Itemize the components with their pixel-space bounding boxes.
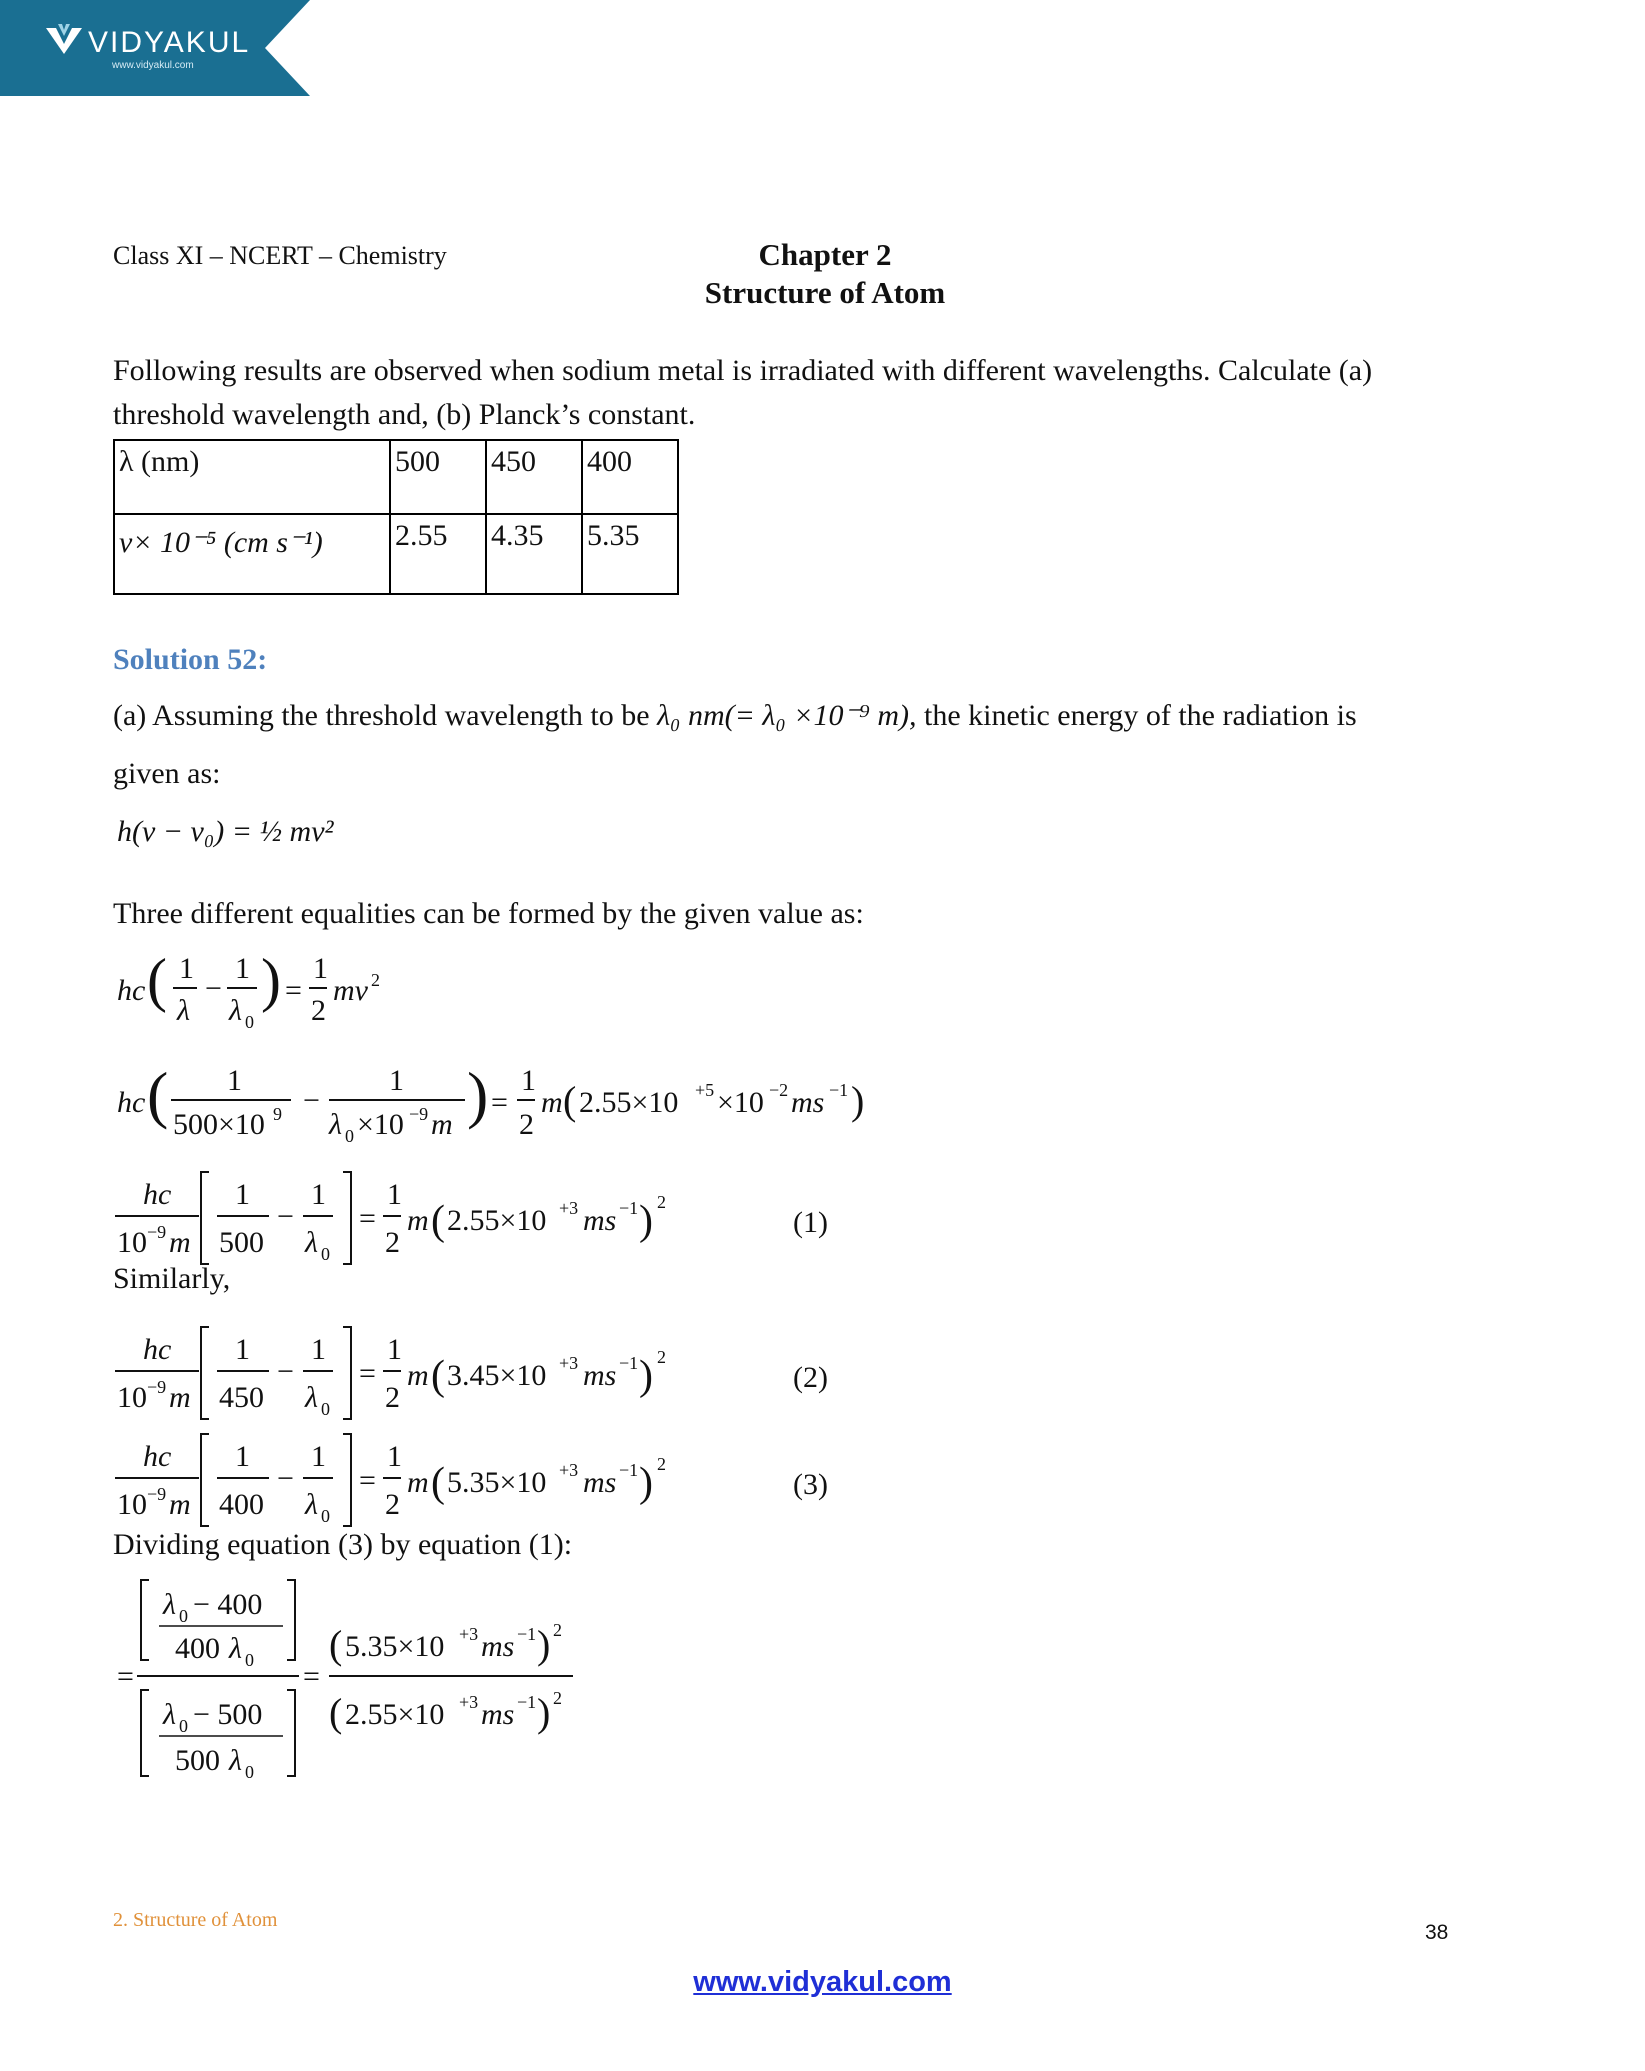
equation-label: (3) [793,1468,828,1501]
svg-text:+3: +3 [459,1624,479,1644]
svg-text:(: ( [147,1059,169,1130]
svg-text:1: 1 [311,1178,326,1211]
svg-text:1: 1 [311,1333,326,1366]
svg-text:+3: +3 [559,1353,579,1373]
equation-substituted [113,1050,913,1150]
svg-text:−2: −2 [769,1080,789,1100]
table-cell: 5.35 [582,514,678,594]
svg-text:+3: +3 [459,1692,479,1712]
svg-text:− 500: − 500 [193,1698,263,1731]
svg-text:λ: λ [305,1226,318,1259]
svg-text:1: 1 [227,1064,242,1097]
equation-ratio [113,1578,633,1788]
svg-text:m: m [169,1226,191,1259]
svg-text:−9: −9 [147,1377,167,1397]
svg-text:hc: hc [143,1333,172,1366]
equation-label: (2) [793,1361,828,1394]
svg-text:mv: mv [333,974,368,1007]
table-row [114,440,678,514]
svg-text:2: 2 [311,994,326,1027]
svg-text:=: = [117,1660,134,1693]
svg-text:λ: λ [229,994,242,1027]
equation-label: (1) [793,1206,828,1239]
intro-text-a: (a) Assuming the threshold wavelength to be [113,699,650,732]
svg-text:2: 2 [385,1381,400,1414]
svg-text:ms: ms [481,1698,515,1731]
svg-text:−: − [303,1084,320,1117]
svg-text:λ: λ [229,1744,242,1777]
svg-text:0: 0 [321,1399,330,1419]
svg-text:m: m [407,1359,429,1392]
table-cell: v× 10⁻⁵ (cm s⁻¹) [114,514,390,594]
svg-text:1: 1 [235,1440,250,1473]
brand-site: www.vidyakul.com [112,60,194,71]
svg-text:): ) [639,1198,653,1244]
svg-text:−: − [277,1200,294,1233]
svg-text:1: 1 [389,1064,404,1097]
eq-lambda-value: 400 [219,1488,264,1521]
svg-text:(: ( [431,1353,445,1399]
svg-text:−: − [277,1462,294,1495]
svg-text:0: 0 [245,1762,254,1782]
table-cell: 4.35 [486,514,582,594]
question-line-2: threshold wavelength and, (b) Planck’s constant. [113,398,696,431]
svg-text:): ) [851,1078,865,1123]
svg-text:ms: ms [481,1630,515,1663]
svg-text:2: 2 [371,970,380,990]
svg-text:×10: ×10 [357,1108,404,1141]
table-cell: 450 [486,440,582,514]
svg-text:2: 2 [657,1454,666,1474]
svg-text:λ: λ [229,1632,242,1665]
eq-lambda-value: 500 [219,1226,264,1259]
course-label: Class XI – NCERT – Chemistry [113,241,447,270]
table-row [114,514,678,594]
svg-text:(: ( [329,1690,343,1735]
footer-chapter: 2. Structure of Atom [113,1909,278,1931]
brand-name: VIDYAKUL [88,26,251,59]
equation-general [113,938,413,1038]
svg-text:λ: λ [305,1381,318,1414]
svg-text:0: 0 [179,1606,188,1626]
svg-text:500×10: 500×10 [173,1108,265,1141]
three-equalities-text: Three different equalities can be formed by the given value as: [113,897,864,930]
data-table [113,439,679,595]
svg-text:): ) [639,1460,653,1506]
svg-text:=: = [359,1464,376,1497]
svg-text:hc: hc [117,1086,146,1119]
intro-lambda: λ₀ nm(= λ₀ ×10⁻⁹ m), [657,699,917,732]
svg-text:hc: hc [117,974,146,1007]
table-cell: λ (nm) [114,440,390,514]
svg-text:(: ( [329,1622,343,1667]
svg-text:λ: λ [163,1698,176,1731]
svg-text:400: 400 [175,1632,220,1665]
svg-text:1: 1 [235,1178,250,1211]
svg-text:1: 1 [179,952,194,985]
equation-ke: h(v − v₀) = ½ mv² [117,815,334,848]
equation-3 [113,1430,873,1530]
svg-text:): ) [537,1690,551,1735]
svg-text:ms: ms [583,1466,617,1499]
svg-text:−1: −1 [619,1460,639,1480]
vidyakul-logo-icon [44,22,84,56]
svg-text:λ: λ [177,994,190,1027]
svg-text:10: 10 [117,1226,147,1259]
eq-lambda-value: 450 [219,1381,264,1414]
svg-text:0: 0 [179,1716,188,1736]
svg-text:1: 1 [521,1064,536,1097]
svg-text:−1: −1 [517,1692,537,1712]
dividing-text: Dividing equation (3) by equation (1): [113,1528,573,1561]
svg-text:1: 1 [387,1440,402,1473]
svg-text:=: = [359,1202,376,1235]
svg-text:(: ( [431,1460,445,1506]
svg-text:2: 2 [385,1226,400,1259]
intro-line-2: given as: [113,757,221,790]
page-number: 38 [1425,1921,1449,1944]
svg-text:m: m [407,1204,429,1237]
svg-text:): ) [261,947,281,1013]
svg-text:m: m [169,1488,191,1521]
svg-text:(: ( [431,1198,445,1244]
svg-text:0: 0 [321,1506,330,1526]
svg-text:(: ( [147,947,167,1013]
svg-text:ms: ms [583,1204,617,1237]
chapter-title: Structure of Atom [704,275,946,310]
svg-text:2: 2 [385,1488,400,1521]
svg-text:2.55×10: 2.55×10 [579,1086,679,1119]
intro-text-c: the kinetic energy of the radiation is [923,699,1357,732]
chapter-heading [690,236,960,312]
svg-text:ms: ms [583,1359,617,1392]
svg-text:+5: +5 [695,1080,715,1100]
svg-text:+3: +3 [559,1198,579,1218]
svg-text:=: = [285,974,302,1007]
svg-text:1: 1 [235,1333,250,1366]
svg-text:1: 1 [235,952,250,985]
equation-1 [113,1168,873,1268]
svg-text:λ: λ [163,1588,176,1621]
solution-intro [113,694,1357,738]
svg-text:ms: ms [791,1086,825,1119]
svg-text:5.35×10: 5.35×10 [345,1630,445,1663]
svg-text:2: 2 [657,1347,666,1367]
svg-text:−1: −1 [829,1080,849,1100]
svg-text:=: = [359,1357,376,1390]
svg-text:2: 2 [519,1108,534,1141]
table-cell: 400 [582,440,678,514]
svg-text:×10: ×10 [717,1086,764,1119]
svg-text:1: 1 [311,1440,326,1473]
table-cell: 500 [390,440,486,514]
svg-text:1: 1 [387,1333,402,1366]
svg-text:−9: −9 [409,1104,429,1124]
svg-text:9: 9 [273,1104,282,1124]
svg-text:2: 2 [553,1688,562,1708]
svg-text:− 400: − 400 [193,1588,263,1621]
svg-text:2.55×10: 2.55×10 [345,1698,445,1731]
eq-velocity-value: 2.55×10 [447,1204,547,1237]
svg-text:2: 2 [657,1192,666,1212]
svg-text:+3: +3 [559,1460,579,1480]
svg-text:m: m [407,1466,429,1499]
svg-text:1: 1 [387,1178,402,1211]
eq-velocity-value: 5.35×10 [447,1466,547,1499]
svg-text:−: − [277,1355,294,1388]
solution-heading: Solution 52: [113,643,268,676]
svg-text:500: 500 [175,1744,220,1777]
svg-text:0: 0 [345,1126,354,1146]
svg-text:): ) [537,1622,551,1667]
svg-text:=: = [491,1086,508,1119]
question-line-1: Following results are observed when sodium metal is irradiated with different wavelengths. Calculate (a) [113,354,1373,387]
svg-text:−: − [205,972,222,1005]
svg-text:2: 2 [553,1620,562,1640]
svg-text:−9: −9 [147,1484,167,1504]
table-cell: 2.55 [390,514,486,594]
svg-text:): ) [467,1059,489,1130]
svg-text:(: ( [563,1078,577,1123]
svg-text:λ: λ [329,1108,342,1141]
svg-text:=: = [303,1660,320,1693]
svg-text:−9: −9 [147,1222,167,1242]
svg-text:0: 0 [321,1244,330,1264]
similarly-text: Similarly, [113,1262,231,1295]
svg-text:m: m [431,1108,453,1141]
footer-link[interactable]: www.vidyakul.com [693,1966,952,1998]
svg-text:1: 1 [313,952,328,985]
svg-text:hc: hc [143,1178,172,1211]
svg-text:m: m [169,1381,191,1414]
svg-text:−1: −1 [517,1624,537,1644]
svg-text:10: 10 [117,1488,147,1521]
svg-text:): ) [639,1353,653,1399]
svg-text:λ: λ [305,1488,318,1521]
chapter-number: Chapter 2 [758,237,892,272]
svg-text:−1: −1 [619,1198,639,1218]
svg-text:hc: hc [143,1440,172,1473]
svg-text:0: 0 [245,1012,254,1032]
svg-text:0: 0 [245,1650,254,1670]
svg-text:m: m [541,1086,563,1119]
eq-velocity-value: 3.45×10 [447,1359,547,1392]
svg-text:10: 10 [117,1381,147,1414]
svg-text:−1: −1 [619,1353,639,1373]
equation-2 [113,1323,873,1423]
